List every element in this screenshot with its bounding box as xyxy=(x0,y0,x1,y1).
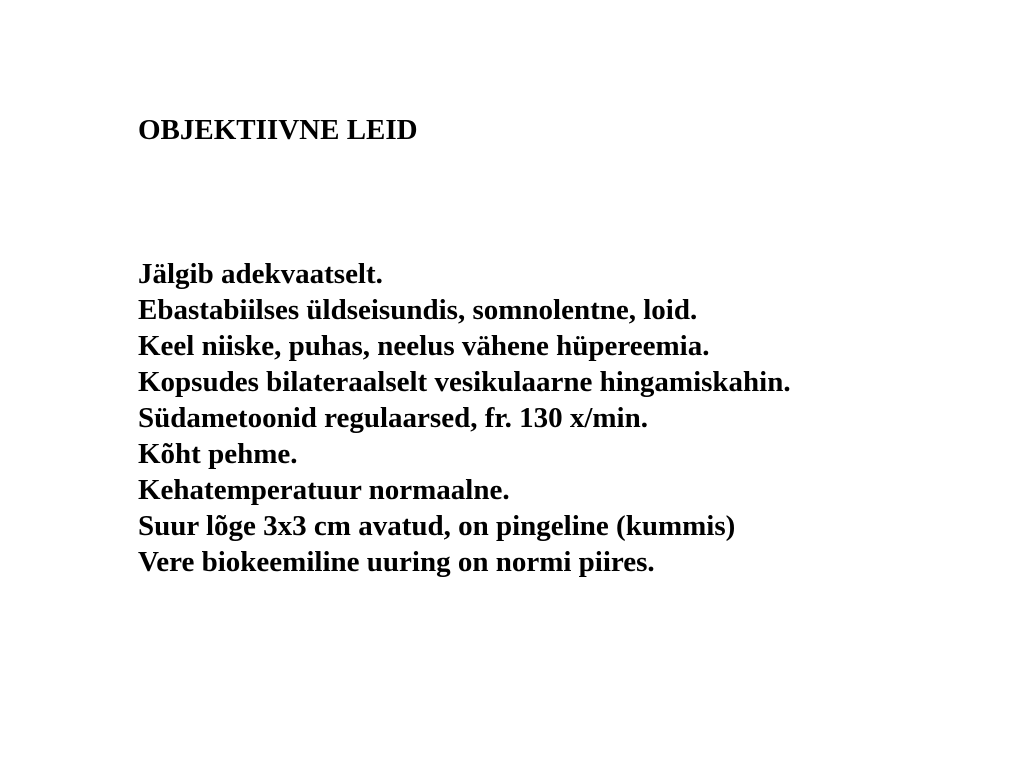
slide-title: OBJEKTIIVNE LEID xyxy=(138,114,418,146)
finding-line: Ebastabiilses üldseisundis, somnolentne, loid. xyxy=(138,294,698,326)
finding-line: Kehatemperatuur normaalne. xyxy=(138,474,510,506)
finding-line: Keel niiske, puhas, neelus vähene hüpereemia. xyxy=(138,330,710,362)
findings-list xyxy=(138,256,791,580)
finding-line: Vere biokeemiline uuring on normi piires. xyxy=(138,546,655,578)
finding-line: Suur lõge 3x3 cm avatud, on pingeline (kummis) xyxy=(138,510,736,542)
finding-line: Südametoonid regulaarsed, fr. 130 x/min. xyxy=(138,402,648,434)
finding-line: Kõht pehme. xyxy=(138,438,298,470)
finding-line: Kopsudes bilateraalselt vesikulaarne hingamiskahin. xyxy=(138,366,791,398)
finding-line: Jälgib adekvaatselt. xyxy=(138,258,383,290)
